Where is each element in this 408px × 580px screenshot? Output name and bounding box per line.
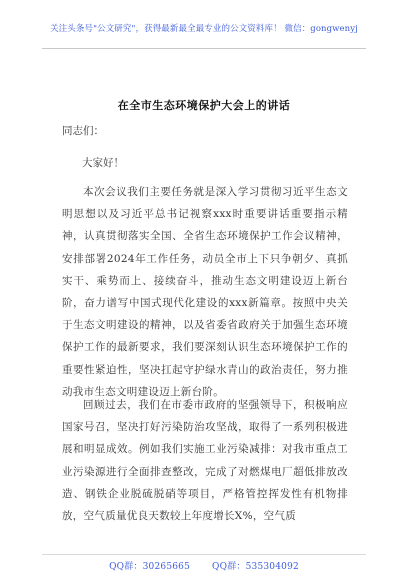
salutation: 同志们： xyxy=(62,125,104,137)
header-divider xyxy=(42,48,366,49)
footer-qq-group-1: QQ群：30265665 xyxy=(109,562,191,572)
footer-divider xyxy=(42,554,366,555)
footer-qq-group-2: QQ群：535304092 xyxy=(212,562,299,572)
greeting: 大家好！ xyxy=(82,157,124,169)
document-title: 在全市生态环境保护大会上的讲话 xyxy=(117,99,291,112)
page-footer xyxy=(0,559,408,572)
page-header-banner: 关注头条号"公文研究"，获得最新最全最专业的公文资料库！ 微信：gongwenyj xyxy=(50,24,358,34)
body-paragraph-1: 本次会议我们主要任务就是深入学习贯彻习近平生态文明思想以及习近平总书记视察xxx时重要讲话重要指示精神，认真贯彻落实全国、全省生态环境保护工作会议精神，安排部署2024年工作任务，动员全市上下只争朝夕、真抓实干、乘势而上、接续奋斗，推动生态文明建设迈上新台阶，奋力谱写中国式现代化建设的xxx新篇章。按照中央关于生态文明建设的精神，以及省委省政府关于加强生态环境保护工作的最新要求，我们要深刻认识生态环境保护工作的重要性紧迫性，坚决扛起守护绿水青山的政治责任，努力推动我市生态文明建设迈上新台阶。 xyxy=(62,186,348,398)
body-paragraph-2: 回顾过去，我们在市委市政府的坚强领导下，积极响应国家号召，坚决打好污染防治攻坚战，取得了一系列积极进展和明显成效。例如我们实施工业污染减排：对我市重点工业污染源进行全面排查整改，完成了对燃煤电厂超低排放改造、钢铁企业脱硫脱硝等项目，严格管控挥发性有机物排放，空气质量优良天数较上年度增长X%，空气质 xyxy=(62,399,348,523)
